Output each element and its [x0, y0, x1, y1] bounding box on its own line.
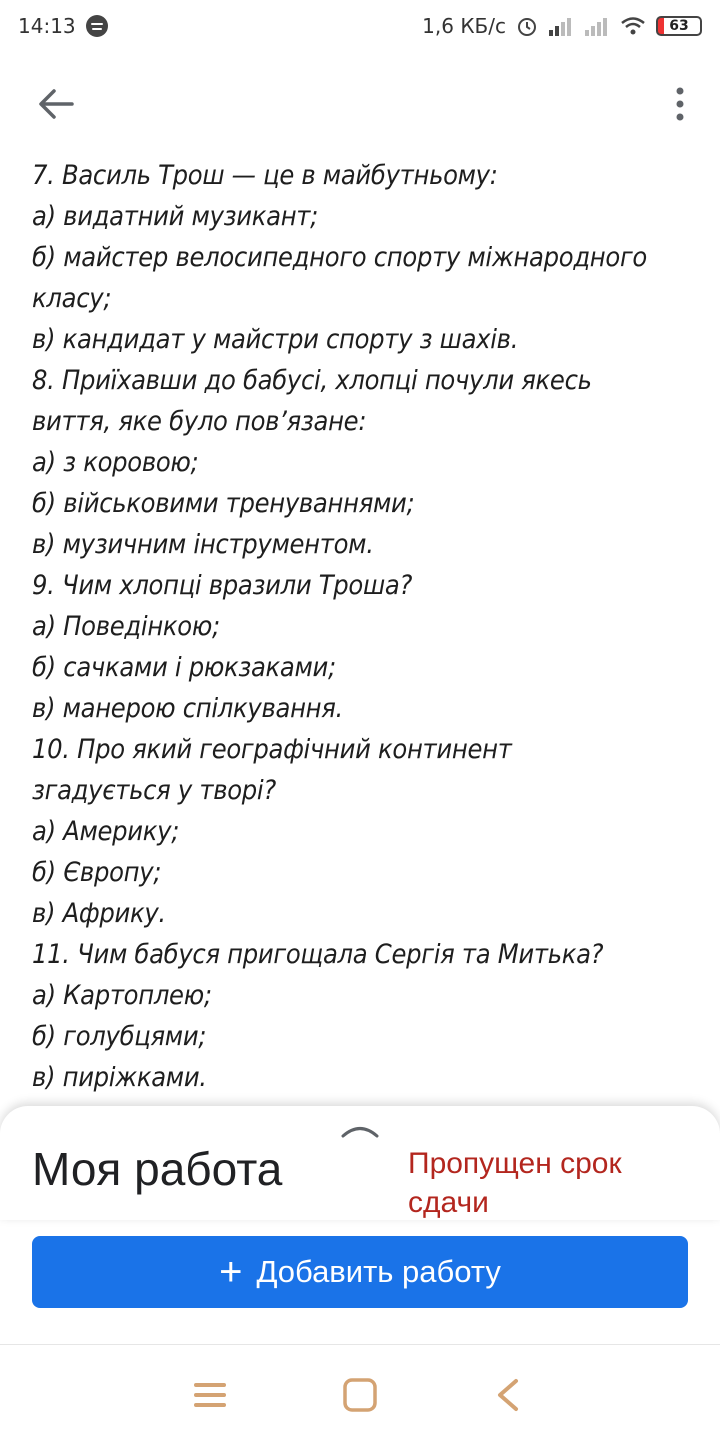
my-work-sheet[interactable]: [0, 1106, 720, 1220]
home-icon: [342, 1377, 378, 1413]
wifi-icon: [620, 16, 646, 36]
text-line: б) голубцями;: [32, 1021, 207, 1052]
text-line: а) Америку;: [32, 816, 180, 847]
text-line: 8. Приїхавши до бабусі, хлопці почули якесь: [32, 365, 592, 396]
system-back-button[interactable]: [488, 1375, 528, 1415]
text-line: в) Африку.: [32, 898, 166, 929]
assignment-text: [32, 155, 702, 1098]
chevron-up-icon: [340, 1123, 380, 1139]
text-line: б) сачками і рюкзаками;: [32, 652, 336, 683]
text-line: б) військовими тренуваннями;: [32, 488, 415, 519]
back-button[interactable]: [28, 82, 84, 126]
sheet-title: Моя работа: [32, 1143, 283, 1195]
battery-icon: 63: [656, 16, 702, 36]
recent-apps-button[interactable]: [190, 1375, 230, 1415]
text-line: 7. Василь Трош — це в майбутньому:: [32, 160, 498, 191]
status-bar: [0, 0, 720, 52]
text-line: а) Поведінкою;: [32, 611, 220, 642]
arrow-back-icon: [38, 88, 74, 120]
home-button[interactable]: [340, 1375, 380, 1415]
add-work-button[interactable]: [32, 1236, 688, 1308]
text-line: в) манерою спілкування.: [32, 693, 343, 724]
signal-icon-2: [584, 16, 610, 36]
system-nav-bar: [0, 1344, 720, 1441]
more-options-button[interactable]: [660, 82, 700, 126]
status-time: 14:13: [18, 14, 76, 38]
more-vert-icon: [675, 87, 685, 121]
text-line: 9. Чим хлопці вразили Троша?: [32, 570, 413, 601]
menu-icon: [192, 1380, 228, 1410]
text-line: виття, яке було пов’язане:: [32, 406, 367, 437]
missed-deadline-status: Пропущен срок сдачи: [408, 1147, 622, 1219]
spotify-icon: [86, 15, 108, 37]
text-line: в) кандидат у майстри спорту з шахів.: [32, 324, 519, 355]
text-line: а) Картоплею;: [32, 980, 212, 1011]
text-line: в) музичним інструментом.: [32, 529, 374, 560]
text-line: в) пиріжками.: [32, 1062, 207, 1093]
signal-icon: [548, 16, 574, 36]
nav-back-icon: [494, 1378, 522, 1412]
text-line: 11. Чим бабуся пригощала Сергія та Митька?: [32, 939, 604, 970]
plus-icon: +: [219, 1250, 243, 1294]
text-line: класу;: [32, 283, 112, 314]
alarm-icon: [516, 15, 538, 37]
add-work-label: Добавить работу: [256, 1254, 501, 1289]
text-line: б) майстер велосипедного спорту міжнародного: [32, 242, 647, 273]
sheet-expand-handle[interactable]: [340, 1116, 380, 1146]
text-line: а) видатний музикант;: [32, 201, 319, 232]
app-bar: [0, 52, 720, 156]
text-line: б) Європу;: [32, 857, 162, 888]
text-line: 10. Про який географічний континент: [32, 734, 512, 765]
network-speed: 1,6 КБ/с: [422, 14, 506, 38]
text-line: згадується у творі?: [32, 775, 276, 806]
text-line: а) з коровою;: [32, 447, 199, 478]
